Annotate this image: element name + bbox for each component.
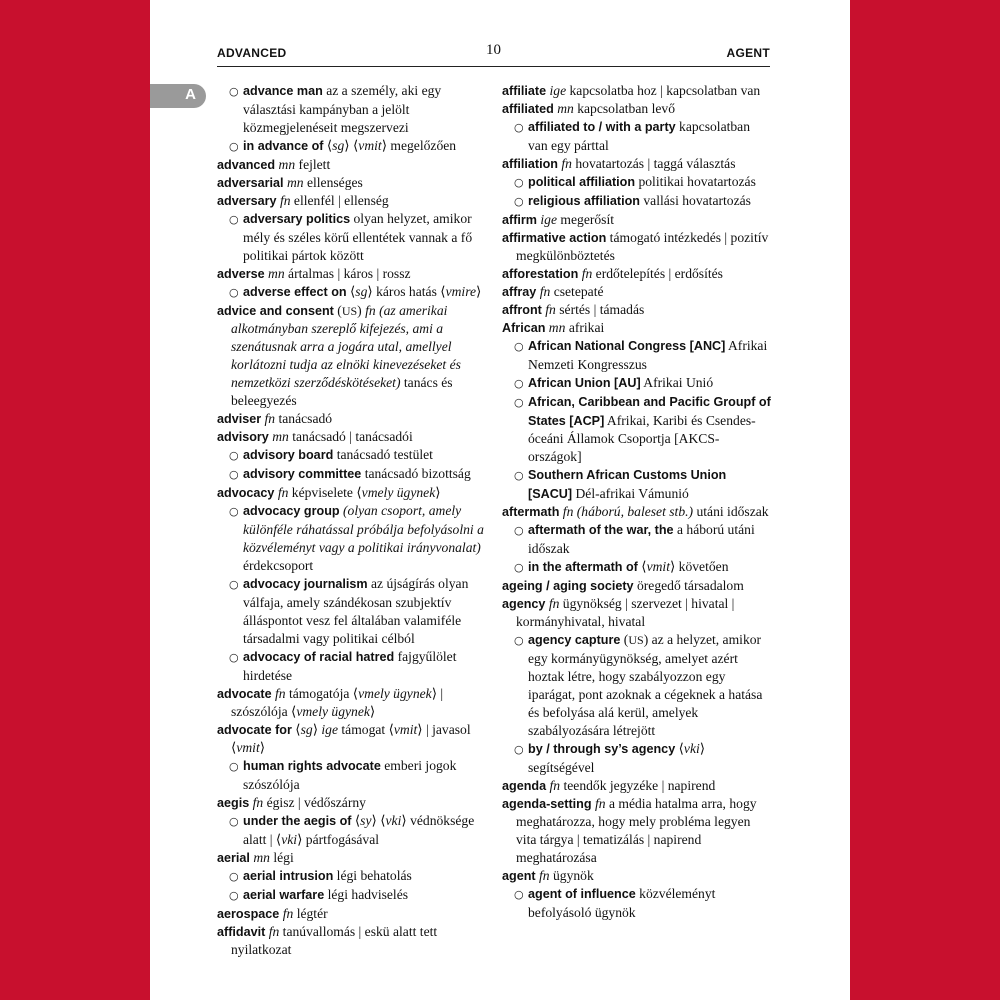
sub-entry-bullet: ○ bbox=[229, 889, 239, 902]
entry-text: ⟩ ⟨ bbox=[371, 813, 386, 828]
dictionary-entry bbox=[217, 685, 487, 721]
grammar-label: fn bbox=[561, 156, 572, 171]
grammar-label: vki bbox=[683, 741, 700, 756]
sub-entry-bullet: ○ bbox=[514, 377, 524, 390]
phrase-headword: advocacy group bbox=[243, 504, 340, 518]
phrase-headword: Southern African Customs Union [SACU] bbox=[528, 468, 727, 501]
entry-text: tanács és beleegyezés bbox=[231, 375, 453, 408]
entry-headword: affiliation bbox=[502, 157, 558, 171]
sub-entry-bullet: ○ bbox=[229, 85, 239, 98]
sub-entry-bullet: ○ bbox=[514, 176, 524, 189]
entry-text: kapcsolatban levő bbox=[573, 101, 675, 116]
grammar-label: sg bbox=[355, 284, 368, 299]
grammar-label: fn bbox=[539, 284, 551, 299]
sub-entry bbox=[502, 466, 772, 503]
entry-text: fejlett bbox=[295, 157, 331, 172]
phrase-headword: aftermath of the war, the bbox=[528, 523, 674, 537]
entry-text: tanácsadó testület bbox=[333, 447, 433, 462]
entry-headword: aftermath bbox=[502, 505, 560, 519]
grammar-label: vmely ügynek bbox=[361, 485, 436, 500]
entry-text: csetepaté bbox=[550, 284, 604, 299]
grammar-label: mn bbox=[278, 157, 296, 172]
entry-text: légi behatolás bbox=[333, 868, 412, 883]
grammar-label: fn bbox=[594, 796, 606, 811]
grammar-label: fn bbox=[275, 686, 286, 701]
phrase-headword: advocacy journalism bbox=[243, 577, 368, 591]
grammar-label: fn bbox=[581, 266, 593, 281]
grammar-label: sy bbox=[360, 813, 372, 828]
entry-text: emberi jogok szószólója bbox=[243, 758, 457, 792]
grammar-label: mn bbox=[253, 850, 270, 865]
grammar-label: fn bbox=[545, 302, 556, 317]
entry-text: támogató intézkedés | pozitív megkülönböztetés bbox=[516, 230, 769, 263]
grammar-label: mn bbox=[286, 175, 304, 190]
grammar-label: (olyan csoport, amely különféle ráhatással próbálja befolyásolni a közvéleményt vagy a politikai irányvonalat) bbox=[243, 503, 484, 555]
dictionary-entry bbox=[217, 484, 487, 502]
entry-text: Afrikai Nemzeti Kongresszus bbox=[528, 338, 768, 372]
sub-entry bbox=[217, 757, 487, 794]
entry-text: ügynökség | szervezet | hivatal | kormányhivatal, hivatal bbox=[516, 596, 735, 629]
phrase-headword: affiliated to / with a party bbox=[528, 120, 676, 134]
entry-text: ( bbox=[333, 303, 342, 318]
entry-text: ⟩ segítségével bbox=[528, 741, 706, 775]
sub-entry-bullet: ○ bbox=[229, 870, 239, 883]
grammar-label: vmit bbox=[393, 722, 418, 737]
entry-headword: African bbox=[502, 321, 546, 335]
entry-headword: advocate for bbox=[217, 723, 292, 737]
entry-text: vallási hovatartozás bbox=[639, 193, 751, 208]
sub-entry-bullet: ○ bbox=[229, 286, 239, 299]
entry-headword: affiliated bbox=[502, 102, 554, 116]
entry-text: sértés | támadás bbox=[555, 302, 645, 317]
entry-headword: affirmative action bbox=[502, 231, 607, 245]
phrase-headword: advance man bbox=[243, 84, 323, 98]
sub-entry-bullet: ○ bbox=[514, 634, 524, 647]
grammar-label: mn bbox=[548, 320, 566, 335]
dictionary-entry bbox=[502, 229, 772, 265]
dictionary-entry bbox=[217, 174, 487, 192]
entry-text: ( bbox=[620, 632, 629, 647]
grammar-label: fn bbox=[549, 778, 561, 793]
dictionary-entry bbox=[502, 100, 772, 118]
entry-text: ⟨ bbox=[637, 559, 647, 574]
phrase-headword: aerial intrusion bbox=[243, 869, 334, 883]
entry-text: ellenfél | ellenség bbox=[290, 193, 389, 208]
dictionary-entry bbox=[217, 192, 487, 210]
sub-entry bbox=[502, 393, 772, 466]
entry-text: ) bbox=[357, 303, 366, 318]
entry-text: a média hatalma arra, hogy meghatározza, hogy mely probléma legyen vita tárgya | tematizálás | napirend meghatározása bbox=[516, 796, 757, 865]
sub-entry bbox=[217, 867, 487, 886]
entry-text: hovatartozás | taggá választás bbox=[571, 156, 736, 171]
sub-entry-bullet: ○ bbox=[514, 561, 524, 574]
phrase-headword: under the aegis of bbox=[243, 814, 352, 828]
grammar-label: fn bbox=[539, 868, 550, 883]
entry-headword: agency bbox=[502, 597, 546, 611]
entry-headword: adversary bbox=[217, 194, 277, 208]
grammar-label: fn bbox=[548, 596, 560, 611]
sub-entry-bullet: ○ bbox=[514, 121, 524, 134]
sub-entry-bullet: ○ bbox=[514, 743, 524, 756]
entry-text: közvéleményt befolyásoló ügynök bbox=[528, 886, 716, 920]
dictionary-entry bbox=[502, 82, 772, 100]
phrase-headword: aerial warfare bbox=[243, 888, 325, 902]
letter-thumb-tab bbox=[150, 84, 206, 108]
grammar-label: vmit bbox=[358, 138, 382, 153]
grammar-label: vmit bbox=[646, 559, 670, 574]
sub-entry-bullet: ○ bbox=[514, 396, 524, 409]
phrase-headword: adversary politics bbox=[243, 212, 351, 226]
sub-entry bbox=[502, 740, 772, 777]
sub-entry-bullet: ○ bbox=[514, 888, 524, 901]
dictionary-entry bbox=[217, 265, 487, 283]
grammar-label: fn bbox=[252, 795, 264, 810]
entry-text: teendők jegyzéke | napirend bbox=[560, 778, 716, 793]
dictionary-entry bbox=[217, 849, 487, 867]
sub-entry bbox=[217, 446, 487, 465]
sub-entry bbox=[502, 337, 772, 374]
dictionary-entry bbox=[502, 301, 772, 319]
entry-text: ⟩ bbox=[476, 284, 482, 299]
entry-text: fajgyűlölet hirdetése bbox=[243, 649, 457, 683]
entry-text: ⟩ bbox=[312, 722, 322, 737]
grammar-label: vmit bbox=[236, 740, 260, 755]
sub-entry bbox=[217, 210, 487, 265]
entry-text: ⟨ bbox=[351, 813, 361, 828]
dictionary-entry bbox=[217, 156, 487, 174]
sub-entry bbox=[217, 502, 487, 575]
grammar-label: fn (háború, baleset stb.) bbox=[562, 504, 694, 519]
sub-entry bbox=[217, 465, 487, 484]
entry-headword: affiliate bbox=[502, 84, 547, 98]
entry-headword: aerial bbox=[217, 851, 250, 865]
entry-text: utáni időszak bbox=[693, 504, 769, 519]
dictionary-entry bbox=[217, 923, 487, 959]
entry-headword: adviser bbox=[217, 412, 262, 426]
entry-text: ⟩ bbox=[369, 704, 376, 719]
entry-text: képviselete ⟨ bbox=[288, 485, 362, 500]
grammar-label: vmely ügynek bbox=[296, 704, 370, 719]
dictionary-entry bbox=[502, 595, 772, 631]
dictionary-entry bbox=[502, 503, 772, 521]
sub-entry-bullet: ○ bbox=[229, 505, 239, 518]
sub-entry bbox=[217, 283, 487, 302]
dictionary-entry bbox=[217, 905, 487, 923]
entry-text: ⟩ bbox=[259, 740, 266, 755]
page-header bbox=[217, 42, 770, 67]
sub-entry bbox=[217, 137, 487, 156]
sub-entry-bullet: ○ bbox=[229, 449, 239, 462]
entry-text: légi hadviselés bbox=[324, 887, 409, 902]
phrase-headword: adverse effect on bbox=[243, 285, 347, 299]
entry-text: ⟨ bbox=[675, 741, 684, 756]
phrase-headword: advocacy of racial hatred bbox=[243, 650, 395, 664]
entry-text: támogatója ⟨ bbox=[285, 686, 359, 701]
region-label: US bbox=[628, 633, 644, 647]
grammar-label: sg bbox=[300, 722, 313, 737]
entry-headword: advocate bbox=[217, 687, 272, 701]
grammar-label: vmely ügynek bbox=[358, 686, 432, 701]
phrase-headword: religious affiliation bbox=[528, 194, 640, 208]
sub-entry-bullet: ○ bbox=[229, 213, 239, 226]
entry-headword: agenda-setting bbox=[502, 797, 592, 811]
entry-headword: aegis bbox=[217, 796, 250, 810]
sub-entry-bullet: ○ bbox=[514, 340, 524, 353]
phrase-headword: in the aftermath of bbox=[528, 560, 638, 574]
entry-text: ⟩ | szószólója ⟨ bbox=[231, 686, 444, 719]
grammar-label: vki bbox=[385, 813, 402, 828]
phrase-headword: agent of influence bbox=[528, 887, 636, 901]
dictionary-entry bbox=[502, 211, 772, 229]
left-column bbox=[217, 82, 487, 959]
entry-text: ügynök bbox=[549, 868, 594, 883]
entry-text: megerősít bbox=[557, 212, 615, 227]
entry-text: tanácsadó | tanácsadói bbox=[288, 429, 413, 444]
entry-text: ⟩ bbox=[435, 485, 441, 500]
dictionary-entry bbox=[502, 155, 772, 173]
dictionary-entry bbox=[502, 577, 772, 595]
sub-entry-bullet: ○ bbox=[229, 140, 239, 153]
dictionary-entry bbox=[502, 265, 772, 283]
grammar-label: sg bbox=[332, 138, 345, 153]
entry-headword: adversarial bbox=[217, 176, 284, 190]
sub-entry bbox=[502, 192, 772, 211]
grammar-label: fn (az amerikai alkotmányban szereplő kifejezés, ami a szenátusnak arra a jogára utal, amellyel korlátozni tudja az elnöki kinevezéseket és nemzetközi szerződéskötéseket) bbox=[231, 303, 461, 390]
dictionary-entry bbox=[502, 867, 772, 885]
entry-headword: affidavit bbox=[217, 925, 266, 939]
dictionary-entry bbox=[502, 319, 772, 337]
dictionary-entry bbox=[217, 794, 487, 812]
entry-headword: aerospace bbox=[217, 907, 280, 921]
phrase-headword: agency capture bbox=[528, 633, 621, 647]
phrase-headword: human rights advocate bbox=[243, 759, 381, 773]
entry-text: ⟩ védnöksége alatt | ⟨ bbox=[243, 813, 475, 847]
entry-text: tanácsadó bbox=[275, 411, 333, 426]
grammar-label: fn bbox=[264, 411, 276, 426]
grammar-label: vki bbox=[281, 832, 298, 847]
grammar-label: mn bbox=[272, 429, 289, 444]
grammar-label: vmire bbox=[445, 284, 477, 299]
entry-headword: affray bbox=[502, 285, 537, 299]
phrase-headword: political affiliation bbox=[528, 175, 636, 189]
entry-headword: afforestation bbox=[502, 267, 579, 281]
entry-text: égisz | védőszárny bbox=[263, 795, 366, 810]
entry-text: afrikai bbox=[565, 320, 605, 335]
entry-text: ⟩ megelőzően bbox=[381, 138, 457, 153]
dictionary-entry bbox=[502, 777, 772, 795]
header-first-word: ADVANCED bbox=[217, 46, 287, 60]
dictionary-entry bbox=[217, 410, 487, 428]
dictionary-entry bbox=[217, 302, 487, 410]
grammar-label: fn bbox=[282, 906, 294, 921]
dictionary-entry bbox=[217, 721, 487, 757]
sub-entry bbox=[502, 374, 772, 393]
entry-headword: ageing / aging society bbox=[502, 579, 634, 593]
grammar-label: ige bbox=[321, 722, 338, 737]
sub-entry-bullet: ○ bbox=[514, 524, 524, 537]
entry-text: légi bbox=[269, 850, 294, 865]
grammar-label: fn bbox=[277, 485, 289, 500]
entry-text: ⟩ | javasol ⟨ bbox=[231, 722, 471, 755]
entry-text: ) az a helyzet, amikor egy kormányügynökség, amelyet azért hoztak létre, hogy szabályozzon egy iparágat, pont azoknak a cégeknek a hatása és befolyása alá kerül, amelyek szabályozására létrejött bbox=[528, 632, 763, 738]
entry-headword: affront bbox=[502, 303, 542, 317]
sub-entry bbox=[502, 885, 772, 922]
sub-entry bbox=[217, 886, 487, 905]
sub-entry-bullet: ○ bbox=[229, 760, 239, 773]
entry-text: Dél-afrikai Vámunió bbox=[572, 486, 689, 501]
entry-headword: agent bbox=[502, 869, 536, 883]
sub-entry-bullet: ○ bbox=[514, 469, 524, 482]
entry-text: Afrikai, Karibi és Csendes-óceáni Államok Csoportja [AKCS-országok] bbox=[528, 413, 756, 464]
sub-entry bbox=[217, 812, 487, 849]
grammar-label: ige bbox=[549, 83, 567, 98]
entry-headword: advocacy bbox=[217, 486, 275, 500]
sub-entry bbox=[217, 648, 487, 685]
entry-text: ⟨ bbox=[346, 284, 356, 299]
entry-text: ⟩ káros hatás ⟨ bbox=[367, 284, 446, 299]
entry-text: Afrikai Unió bbox=[640, 375, 714, 390]
page-number: 10 bbox=[486, 42, 501, 58]
sub-entry bbox=[502, 631, 772, 740]
entry-headword: adverse bbox=[217, 267, 265, 281]
phrase-headword: African Union [AU] bbox=[528, 376, 641, 390]
entry-text: erdőtelepítés | erdősítés bbox=[592, 266, 723, 281]
sub-entry-bullet: ○ bbox=[229, 651, 239, 664]
entry-text: ellenséges bbox=[303, 175, 363, 190]
sub-entry-bullet: ○ bbox=[514, 195, 524, 208]
grammar-label: fn bbox=[268, 924, 280, 939]
phrase-headword: African National Congress [ANC] bbox=[528, 339, 726, 353]
entry-headword: advanced bbox=[217, 158, 276, 172]
entry-text: politikai hovatartozás bbox=[635, 174, 756, 189]
entry-text: az a személy, aki egy választási kampányban a jelölt közmegjelenéseit megszervezi bbox=[243, 83, 442, 135]
entry-headword: advice and consent bbox=[217, 304, 334, 318]
entry-text: érdekcsoport bbox=[243, 558, 314, 573]
entry-text: ártalmas | káros | rossz bbox=[284, 266, 411, 281]
entry-headword: advisory bbox=[217, 430, 269, 444]
entry-text: a háború utáni időszak bbox=[528, 522, 755, 556]
sub-entry bbox=[502, 558, 772, 577]
region-label: US bbox=[341, 304, 358, 318]
entry-text: tanúvallomás | eskü alatt tett nyilatkozat bbox=[231, 924, 438, 957]
phrase-headword: by / through sy’s agency bbox=[528, 742, 676, 756]
grammar-label: mn bbox=[268, 266, 285, 281]
entry-text: támogat ⟨ bbox=[338, 722, 394, 737]
sub-entry bbox=[502, 173, 772, 192]
entry-text: kapcsolatban van egy párttal bbox=[528, 119, 751, 153]
entry-headword: affirm bbox=[502, 213, 537, 227]
sub-entry bbox=[217, 575, 487, 648]
sub-entry-bullet: ○ bbox=[229, 578, 239, 591]
entry-text: az újságírás olyan válfaja, amely szándékosan szubjektív álláspontot vesz fel általában valamiféle társadalmi vagy politikai célból bbox=[243, 576, 469, 646]
entry-text: légtér bbox=[293, 906, 328, 921]
grammar-label: ige bbox=[540, 212, 558, 227]
sub-entry bbox=[217, 82, 487, 137]
grammar-label: fn bbox=[279, 193, 291, 208]
right-column bbox=[502, 82, 772, 922]
phrase-headword: advisory board bbox=[243, 448, 334, 462]
entry-text: ⟩ követően bbox=[669, 559, 729, 574]
dictionary-entry bbox=[502, 795, 772, 867]
entry-text: ⟩ pártfogásával bbox=[297, 832, 380, 847]
entry-text: tanácsadó bizottság bbox=[361, 466, 471, 481]
phrase-headword: in advance of bbox=[243, 139, 324, 153]
header-last-word: AGENT bbox=[726, 46, 770, 60]
entry-text: ⟨ bbox=[323, 138, 333, 153]
letter-tab-label: A bbox=[185, 86, 196, 103]
grammar-label: mn bbox=[557, 101, 574, 116]
entry-text: ⟨ bbox=[291, 722, 301, 737]
entry-text: öregedő társadalom bbox=[633, 578, 744, 593]
entry-text: kapcsolatba hoz | kapcsolatban van bbox=[566, 83, 761, 98]
entry-text: olyan helyzet, amikor mély és széles körű ellentétek vannak a fő politikai pártok között bbox=[243, 211, 473, 263]
sub-entry-bullet: ○ bbox=[229, 468, 239, 481]
sub-entry-bullet: ○ bbox=[229, 815, 239, 828]
sub-entry bbox=[502, 118, 772, 155]
dictionary-entry bbox=[217, 428, 487, 446]
phrase-headword: African, Caribbean and Pacific Groupf of States [ACP] bbox=[528, 395, 771, 428]
sub-entry bbox=[502, 521, 772, 558]
phrase-headword: advisory committee bbox=[243, 467, 362, 481]
entry-headword: agenda bbox=[502, 779, 547, 793]
dictionary-entry bbox=[502, 283, 772, 301]
entry-text: ⟩ ⟨ bbox=[344, 138, 359, 153]
